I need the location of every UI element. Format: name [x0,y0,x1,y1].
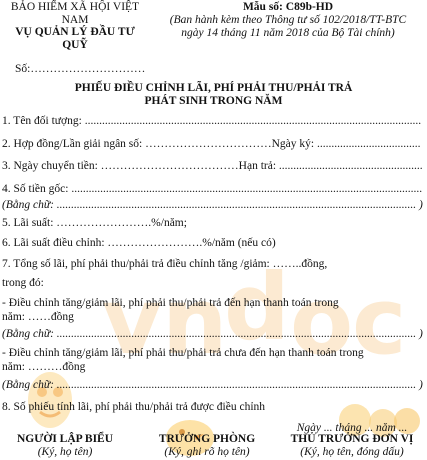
signature-col-1-title: NGƯỜI LẬP BIỂU [16,433,114,445]
form-header [152,1,424,40]
issued-line-2: ngày 14 tháng 11 năm 2018 của Bộ Tài chính) [181,27,395,39]
field-so-phieu: 8. Số phiếu tính lãi, phí phải thu/phải trả được điều chỉnh [2,401,266,413]
field-so-tien-goc: 4. Số tiền gốc: .......................................................................................................................... [2,183,423,195]
org-line-3: VỤ QUẢN LÝ ĐẦU TƯ [15,26,135,38]
detail-2-bang-chu: (Bằng chữ: ............................................................................................................................. ) [2,379,423,391]
signature-col-2 [142,433,272,459]
org-header [0,1,150,51]
field-lai-suat-dieu-chinh: 6. Lãi suất điều chỉnh: …………………….%/năm (nếu có) [2,237,276,249]
detail-1-bang-chu: (Bằng chữ: ............................................................................................................................. ) [2,328,423,340]
field-hop-dong: 2. Hợp đồng/Lần giải ngân số: ……………………………Ngày ký: .................................... [2,138,421,150]
signature-date: Ngày ... tháng ... năm ... [296,422,408,434]
signature-col-3 [282,433,422,459]
detail-1-line-2: năm: ……đồng [2,311,74,323]
title-line-1: PHIẾU ĐIỀU CHỈNH LÃI, PHÍ PHẢI THU/PHẢI TRẢ [74,82,353,94]
org-line-4: QUỸ [62,38,88,51]
watermark-letter-v: v [102,268,162,375]
form-number: Mẫu số: C89b-HD [242,1,334,13]
signature-col-2-title: TRƯỞNG PHÒNG [158,433,256,445]
field-tong-so-lai: 7. Tổng số lãi, phí phải thu/phải trả điều chỉnh tăng /giảm: ……..đồng, [2,258,328,270]
watermark-letter-d: d [224,254,290,361]
watermark-letter-o: o [290,268,354,375]
detail-2-line-1: - Điều chỉnh tăng/giảm lãi, phí phải thu/phải trả chưa đến hạn thanh toán trong [2,347,364,359]
signature-col-2-note: (Ký, ghi rõ họ tên) [164,446,250,458]
field-so-tien-goc-bang-chu: (Bằng chữ: ............................................................................................................................. ) [2,199,423,211]
trong-do-label: trong đó: [2,277,44,289]
issued-line-1: (Ban hành kèm theo Thông tư số 102/2018/TT-BTC [169,14,407,26]
signature-col-3-title: THỦ TRƯỞNG ĐƠN VỊ [290,433,414,445]
signature-col-3-note: (Ký, họ tên, đóng dấu) [300,446,404,458]
org-line-2: NAM [61,13,89,26]
detail-1-line-1: - Điều chỉnh tăng/giảm lãi, phí phải thu/phải trả đến hạn thanh toán trong [2,297,339,309]
org-line-1: BẢO HIỂM XÃ HỘI VIỆT [10,1,140,13]
field-ngay-chuyen-tien: 3. Ngày chuyển tiền: ………………………………Hạn trả: .................................................. [2,160,423,172]
field-ten-doi-tuong: 1. Tên đối tượng: ..................................................................................................................... [2,115,422,127]
document-title [0,82,427,108]
title-line-2: PHÁT SINH TRONG NĂM [144,95,283,107]
signature-col-1 [0,433,130,459]
signature-col-1-note: (Ký, họ tên) [37,446,93,458]
watermark-letter-n: n [162,268,228,375]
document-number: Số:………………………… [15,63,146,75]
detail-2-line-2: năm: ………đồng [2,361,86,373]
field-lai-suat: 5. Lãi suất: …………………….%/năm; [2,217,187,229]
watermark-letter-c: c [352,268,407,375]
